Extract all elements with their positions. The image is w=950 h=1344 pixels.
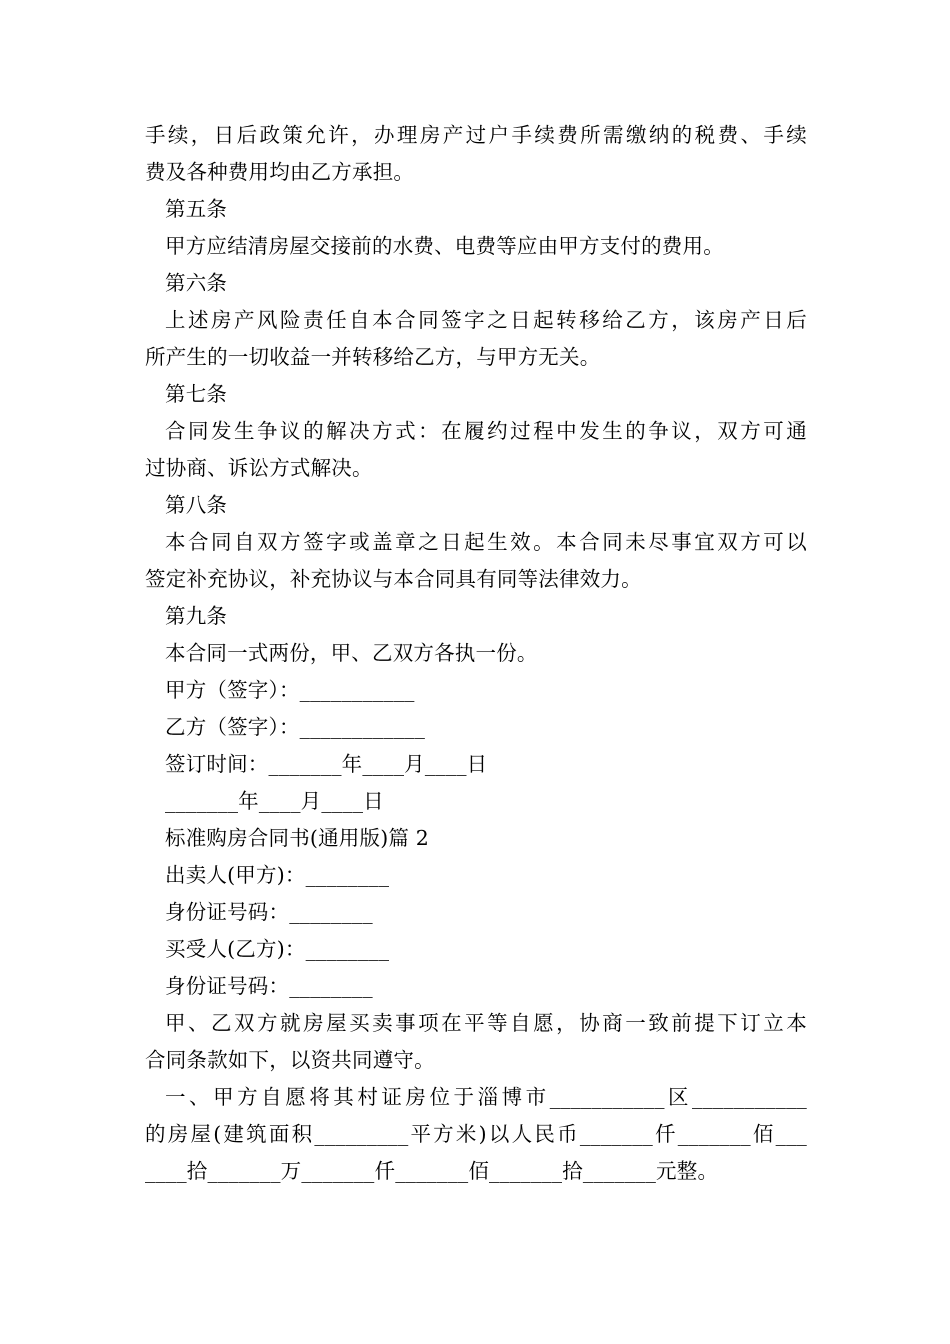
buyer-field: 买受人(乙方)：________ — [165, 937, 390, 961]
paragraph-line: 本合同一式两份，甲、乙双方各执一份。 — [165, 641, 538, 665]
paragraph-line: 签定补充协议，补充协议与本合同具有同等法律效力。 — [145, 567, 642, 591]
date-line: _______年____月____日 — [165, 789, 384, 813]
paragraph-line: ____拾_______万_______仟_______佰_______拾_______元整。 — [145, 1159, 719, 1183]
section-title: 标准购房合同书(通用版)篇 2 — [165, 826, 430, 850]
paragraph-line: 合同条款如下，以资共同遵守。 — [145, 1048, 435, 1072]
seller-id-field: 身份证号码：________ — [165, 900, 373, 924]
signature-line-party-a: 甲方（签字）：___________ — [165, 678, 415, 702]
paragraph-line: 手续，日后政策允许，办理房产过户手续费所需缴纳的税费、手续 — [145, 123, 807, 147]
document-page — [145, 117, 807, 1190]
paragraph-line: 上述房产风险责任自本合同签字之日起转移给乙方，该房产日后 — [165, 308, 807, 332]
paragraph-line: 所产生的一切收益一并转移给乙方，与甲方无关。 — [145, 345, 601, 369]
article-heading: 第九条 — [165, 604, 228, 628]
paragraph-line: 本合同自双方签字或盖章之日起生效。本合同未尽事宜双方可以 — [165, 530, 807, 554]
article-heading: 第六条 — [165, 271, 228, 295]
article-heading: 第八条 — [165, 493, 228, 517]
article-heading: 第七条 — [165, 382, 228, 406]
paragraph-line: 甲、乙双方就房屋买卖事项在平等自愿，协商一致前提下订立本 — [165, 1011, 807, 1035]
paragraph-line: 过协商、诉讼方式解决。 — [145, 456, 373, 480]
paragraph-line: 合同发生争议的解决方式：在履约过程中发生的争议，双方可通 — [165, 419, 807, 443]
paragraph-line: 一、甲方自愿将其村证房位于淄博市___________区___________ — [165, 1085, 807, 1109]
buyer-id-field: 身份证号码：________ — [165, 974, 373, 998]
seller-field: 出卖人(甲方)：________ — [165, 863, 390, 887]
paragraph-line: 的房屋(建筑面积_________平方米)以人民币_______仟_______佰___ — [145, 1122, 807, 1146]
signing-date-line: 签订时间：_______年____月____日 — [165, 752, 488, 776]
paragraph-line: 甲方应结清房屋交接前的水费、电费等应由甲方支付的费用。 — [165, 234, 724, 258]
signature-line-party-b: 乙方（签字）：____________ — [165, 715, 426, 739]
article-heading: 第五条 — [165, 197, 228, 221]
paragraph-line: 费及各种费用均由乙方承担。 — [145, 160, 415, 184]
